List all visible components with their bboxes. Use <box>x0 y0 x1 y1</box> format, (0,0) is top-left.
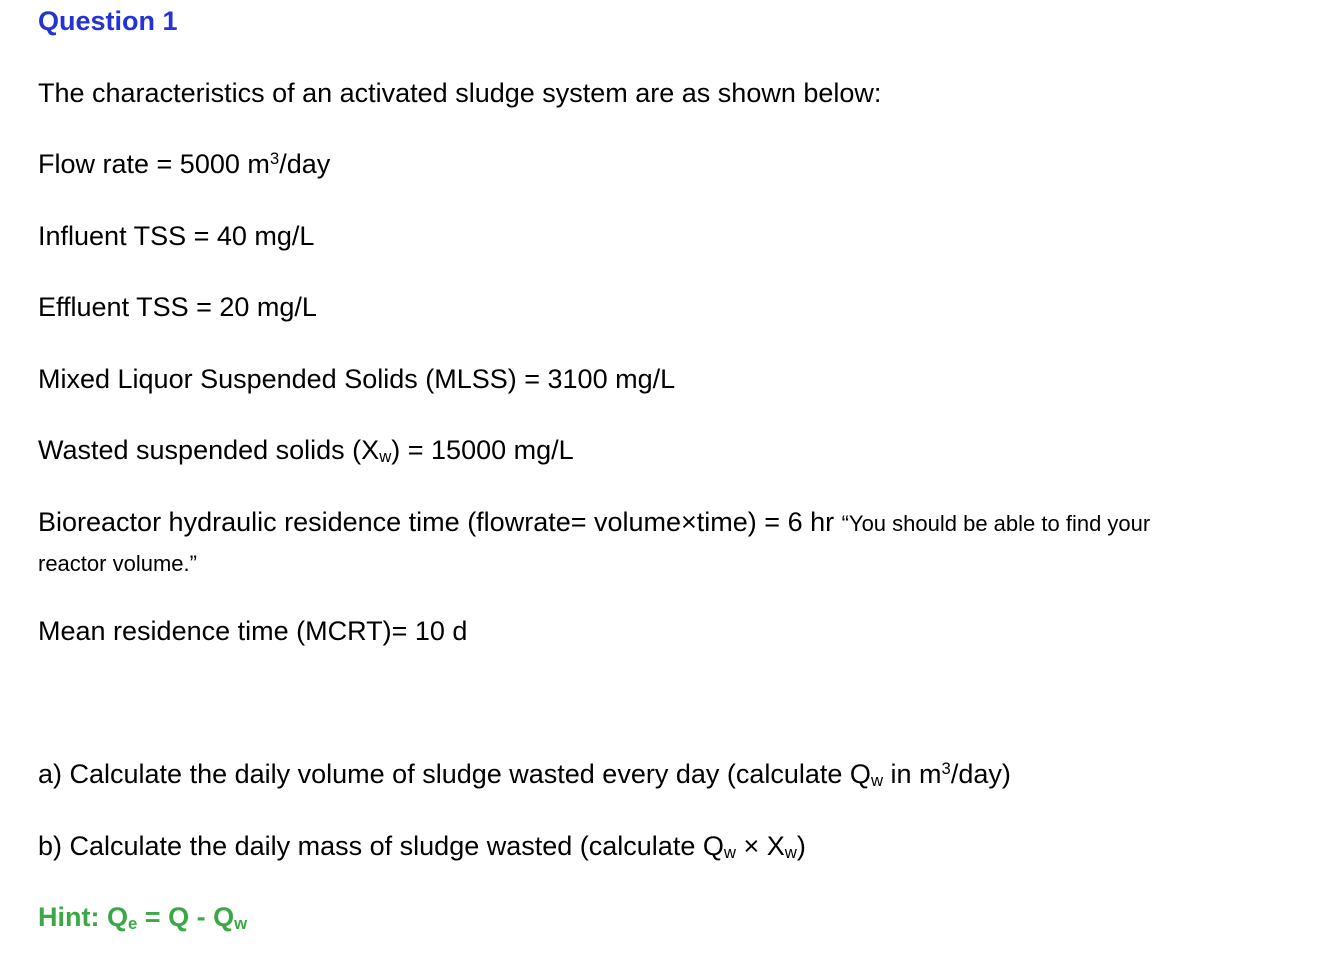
wasted-solids <box>38 433 574 467</box>
mlss: Mixed Liquor Suspended Solids (MLSS) = 3100 mg/L <box>38 364 676 394</box>
question-b-tail: ) <box>796 831 806 861</box>
hrt-note-continued: reactor volume.” <box>38 551 197 576</box>
hint <box>38 900 247 934</box>
hint-sub2: w <box>234 914 248 933</box>
hint-mid: = Q - Q <box>137 902 235 932</box>
hrt-text: Bioreactor hydraulic residence time (flowrate= volume×time) = 6 hr <box>38 507 842 537</box>
question-a-tail: /day) <box>950 759 1011 789</box>
question-a-text: a) Calculate the daily volume of sludge wasted every day (calculate Q <box>38 759 871 789</box>
influent-tss: Influent TSS = 40 mg/L <box>38 221 315 251</box>
question-b <box>38 829 806 863</box>
wasted-sub: w <box>379 447 392 466</box>
question-a-sub: w <box>870 771 884 790</box>
flow-rate <box>38 147 330 181</box>
flow-rate-text: Flow rate = 5000 m <box>38 149 270 179</box>
flow-rate-tail: /day <box>279 149 331 179</box>
intro-text: The characteristics of an activated sludge system are as shown below: <box>38 78 882 108</box>
wasted-text: Wasted suspended solids (X <box>38 435 380 465</box>
hint-sub1: e <box>127 914 138 933</box>
question-a <box>38 757 1011 791</box>
question-b-mid: × X <box>735 831 785 861</box>
mcrt: Mean residence time (MCRT)= 10 d <box>38 616 468 646</box>
flow-rate-sup: 3 <box>269 148 280 168</box>
wasted-tail: ) = 15000 mg/L <box>391 435 574 465</box>
hrt <box>38 505 1150 541</box>
question-b-sub1: w <box>723 843 736 862</box>
question-b-text: b) Calculate the daily mass of sludge wasted (calculate Q <box>38 831 724 861</box>
hrt-note: “You should be able to find your <box>841 511 1151 536</box>
question-a-sup: 3 <box>941 758 951 778</box>
hint-label: Hint: Q <box>38 902 128 932</box>
question-title: Question 1 <box>38 6 178 36</box>
question-a-mid: in m <box>883 759 942 789</box>
question-b-sub2: w <box>784 843 797 862</box>
effluent-tss: Effluent TSS = 20 mg/L <box>38 292 317 322</box>
